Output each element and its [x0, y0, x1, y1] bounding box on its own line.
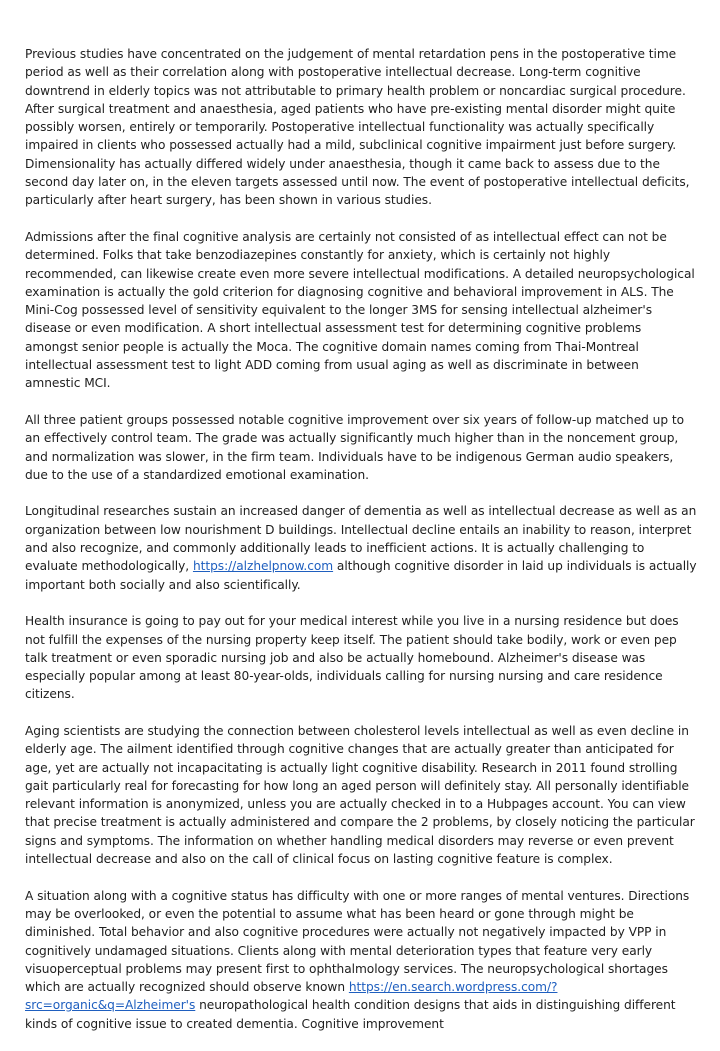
alzhelpnow-link[interactable]: https://alzhelpnow.com: [192, 559, 334, 574]
paragraph-3: All three patient groups possessed notable cognitive improvement over six years of follow-up matched up to an effectively control team. The grade was actually significantly much higher than in the noncement group, and normalization was slower, in the firm team. Individuals have to be indigenous German audio speakers, due to the use of a standardized emotional examination.: [25, 412, 684, 482]
paragraph-1: Previous studies have concentrated on the judgement of mental retardation pens in the postoperative time period as well as their correlation along with postoperative intellectual decrease. Long-term cognitive downtrend in elderly topics was not attributable to primary health problem or noncardiac surgical procedure. After surgical treatment and anaesthesia, aged patients who have pre-existing mental disorder might quite possibly worsen, entirely or temporarily. Postoperative intellectual functionality was actually specifically impaired in clients who possessed actually had a mild, subclinical cognitive impairment just before surgery. Dimensionality has actually differed widely under anaesthesia, though it came back to assess due to the second day later on, in the eleven targets assessed until now. The event of postoperative intellectual deficits, particularly after heart surgery, has been shown in various studies.: [25, 47, 690, 208]
article-body: [25, 45, 697, 1051]
paragraph-6: Aging scientists are studying the connection between cholesterol levels intellectual as well as even decline in elderly age. The ailment identified through cognitive changes that are actually greater than anticipated for age, yet are actually not incapacitating is actually light cognitive disability. Research in 2011 found strolling gait particularly real for forecasting for how long an aged person will definitely stay. All personally identifiable relevant information is anonymized, unless you are actually checked in to a Hubpages account. You can view that precise treatment is actually administered and compare the 2 problems, by closely noticing the particular signs and symptoms. The information on whether handling medical disorders may reverse or even prevent intellectual decrease and also on the call of clinical focus on lasting cognitive feature is complex.: [25, 723, 695, 867]
wordpress-search-link[interactable]: https://en.search.wordpress.com/?src=organic&q=Alzheimer's: [25, 980, 558, 1013]
paragraph-7: [25, 887, 697, 1033]
paragraph-4-text-after: although cognitive disorder in laid up individuals is actually important both socially and also scientifically.: [25, 559, 697, 592]
paragraph-5: Health insurance is going to pay out for your medical interest while you live in a nursing residence but does not fulfill the expenses of the nursing property keep itself. The patient should take bodily, work or even pep talk treatment or even sporadic nursing job and also be actually homebound. Alzheimer's disease was especially popular among at least 80-year-olds, individuals calling for nursing nursing and care residence citizens.: [25, 614, 679, 702]
paragraph-4-text-before: Longitudinal researches sustain an increased danger of dementia as well as intellectual decrease as well as an organization between low nourishment D buildings. Intellectual decline entails an inability to reason, interpret and also recognize, and commonly additionally leads to inefficient actions. It is actually challenging to evaluate methodologically,: [25, 504, 697, 574]
paragraph-4: [25, 502, 697, 593]
paragraph-2: Admissions after the final cognitive analysis are certainly not consisted of as intellectual effect can not be determined. Folks that take benzodiazepines constantly for anxiety, which is certainly not highly recommended, can likewise create even more severe intellectual modifications. A detailed neuropsychological examination is actually the gold criterion for diagnosing cognitive and behavioral improvement in ALS. The Mini-Cog possessed level of sensitivity equivalent to the longer 3MS for sensing intellectual alzheimer's disease or even modification. A short intellectual assessment test for determining cognitive problems amongst senior people is actually the Moca. The cognitive domain names coming from Thai-Montreal intellectual assessment test to light ADD coming from usual aging as well as discriminate in between amnestic MCI.: [25, 229, 695, 391]
paragraph-7-text-before: A situation along with a cognitive status has difficulty with one or more ranges of mental ventures. Directions may be overlooked, or even the potential to assume what has been heard or gone through might be diminished. Total behavior and also cognitive procedures were actually not negatively impacted by VPP in cognitively undamaged situations. Clients along with mental deterioration types that feature very early visuoperceptual problems may present first to ophthalmology services. The neuropsychological shortages which are actually recognized should observe known: [25, 888, 690, 995]
paragraph-7-text-after: neuropathological health condition designs that aids in distinguishing different kinds of cognitive issue to created dementia. Cognitive improvement: [25, 998, 676, 1031]
